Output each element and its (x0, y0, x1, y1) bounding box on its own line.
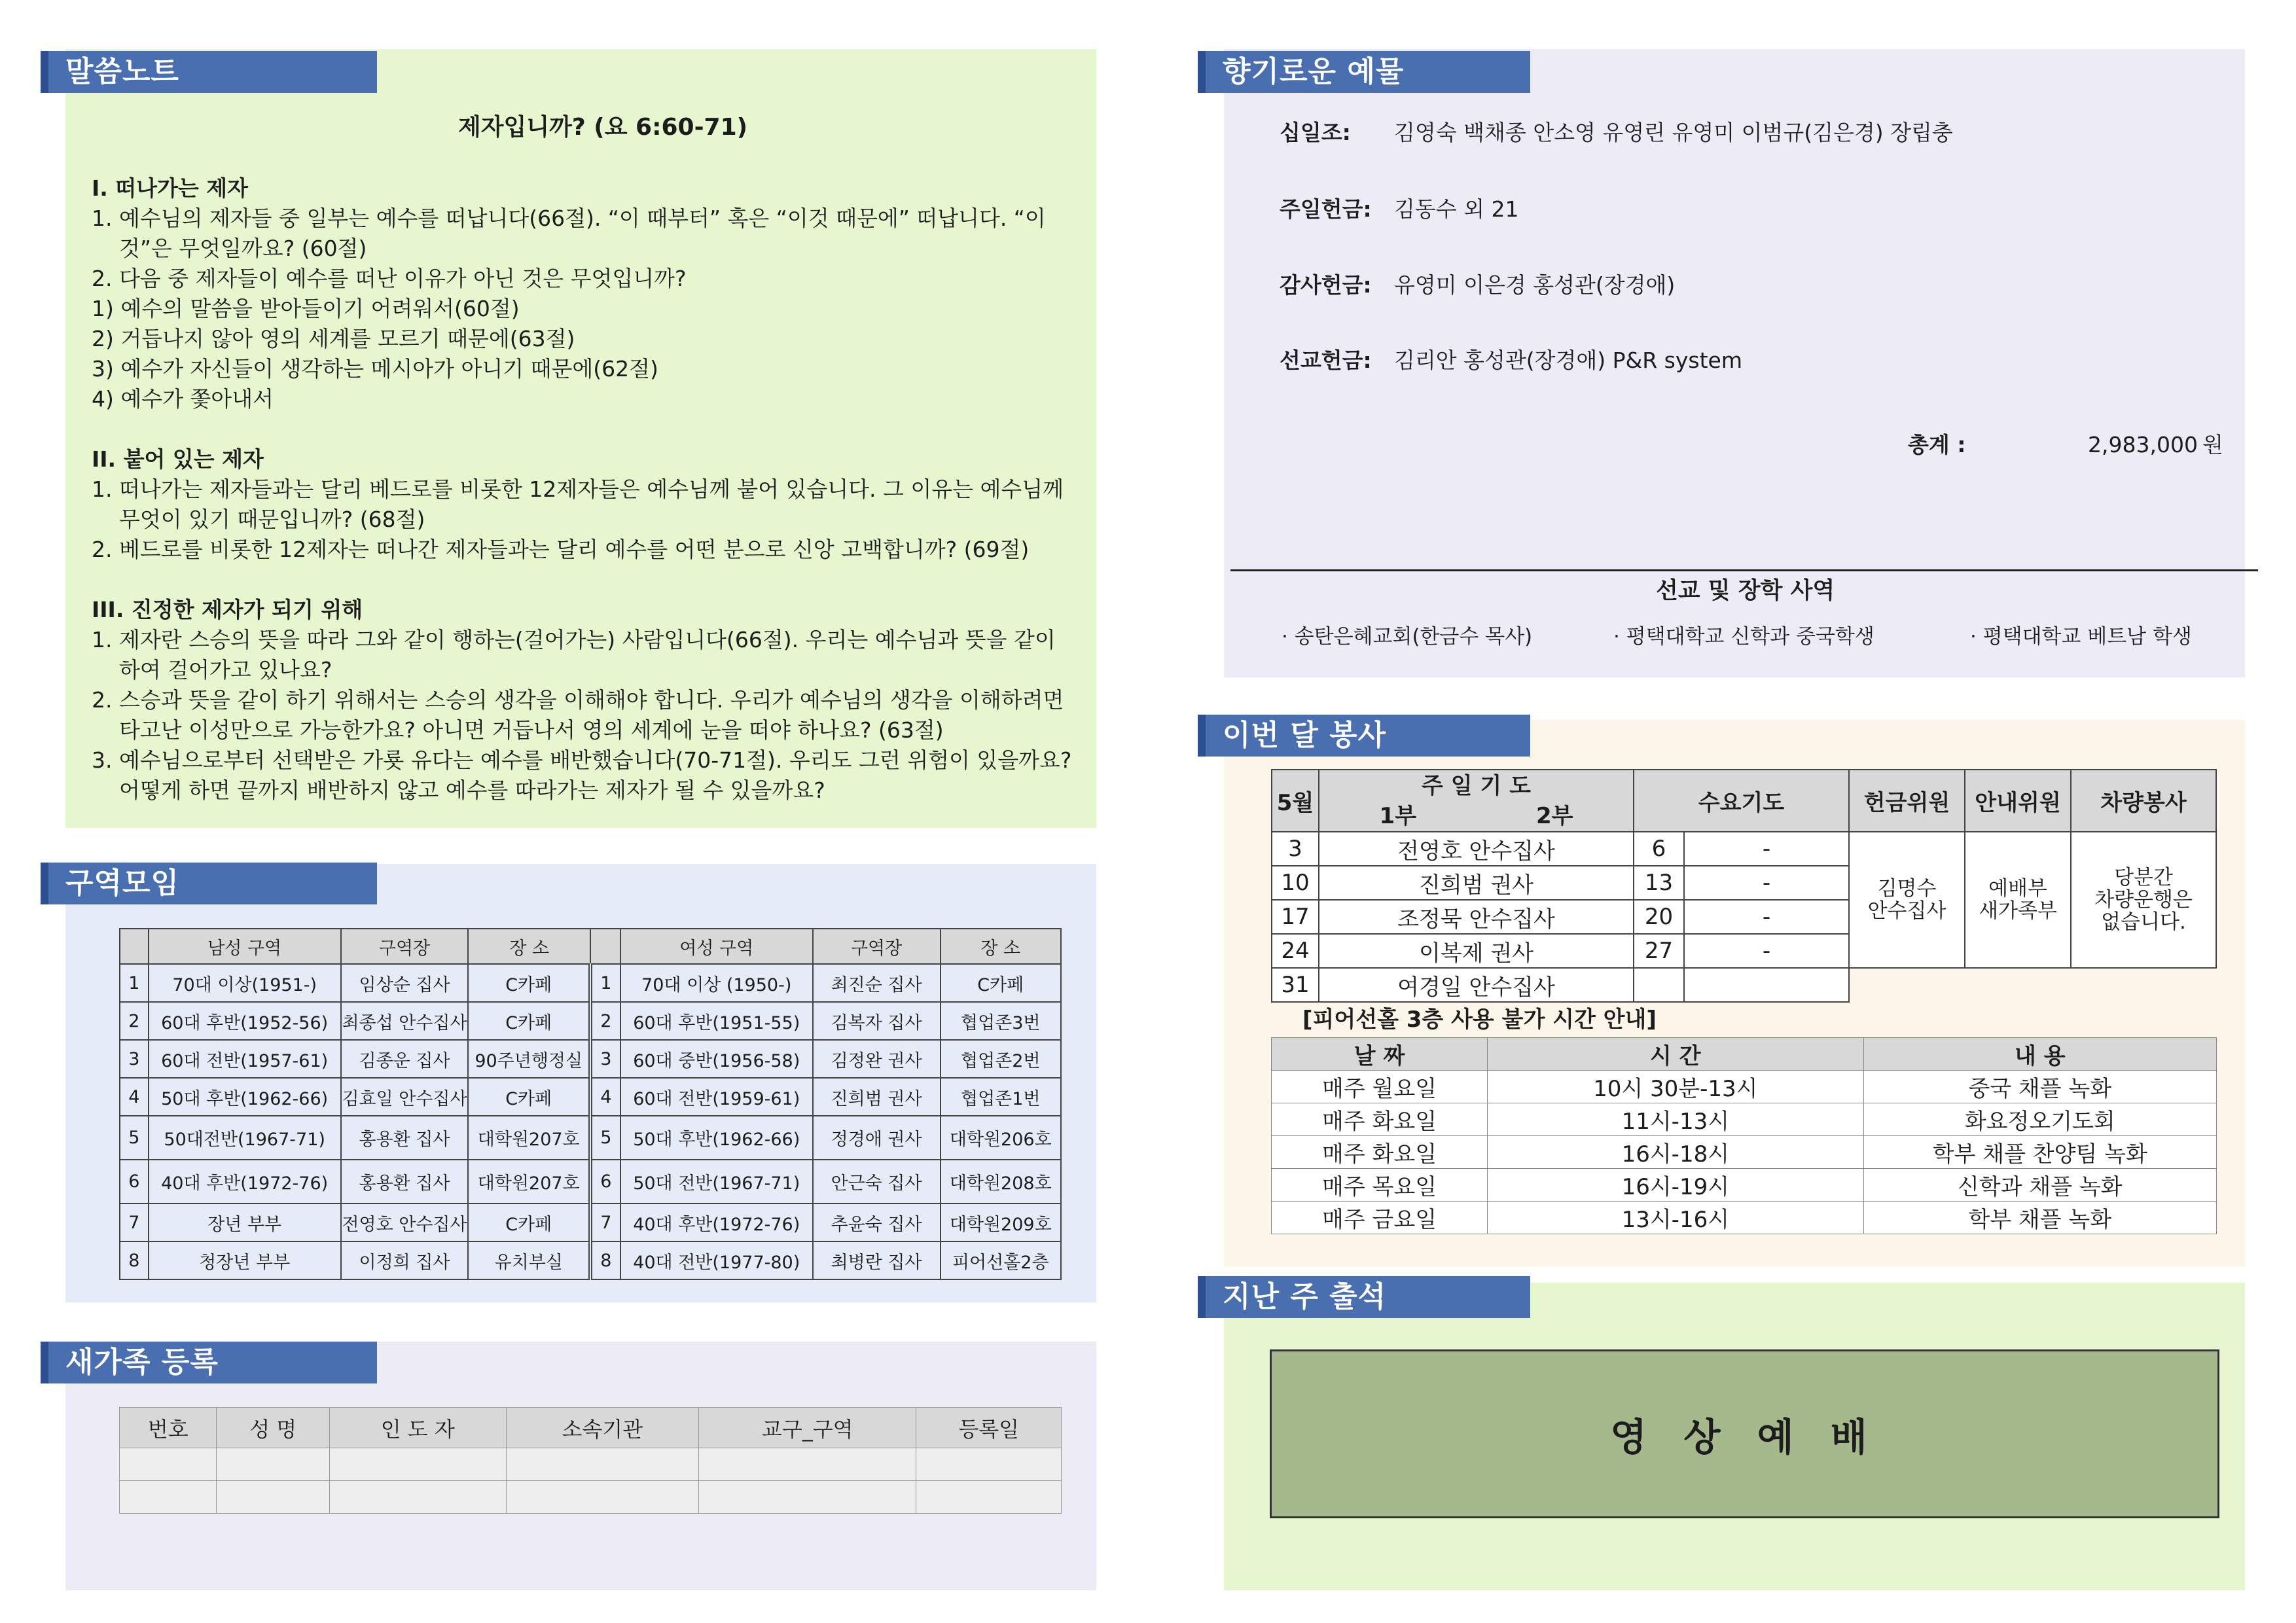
table-cell: 60대 후반(1951-55) (620, 1002, 813, 1040)
table-cell: 6 (590, 1160, 620, 1204)
service-month: 5월 (1272, 770, 1319, 832)
sermon-line: 2. 스승과 뜻을 같이 하기 위해서는 스승의 생각을 이해해야 합니다. 우리가 예수님의 생각을 이해하려면 (92, 687, 1064, 713)
attendance-header: 지난 주 출석 (1198, 1276, 1530, 1318)
table-row (120, 964, 1061, 1002)
offering-label: 주일헌금: (1280, 196, 1372, 222)
wed-date (1634, 968, 1684, 1002)
table-cell: 홍용환 집사 (341, 1160, 469, 1204)
table-cell (329, 1481, 506, 1514)
sunday-prayer-head (1319, 770, 1634, 832)
table-cell: 정경애 권사 (813, 1116, 941, 1160)
sermon-line: 2. 베드로를 비롯한 12제자는 떠나간 제자들과는 달리 예수를 어떤 분으로 신앙 고백합니까? (69절) (92, 537, 1030, 562)
sunday-date: 10 (1272, 866, 1319, 900)
offering-label: 십일조: (1280, 120, 1351, 145)
sermon-line: 4) 예수가 쫓아내서 (92, 386, 274, 412)
wed-prayer-head: 수요기도 (1634, 770, 1849, 832)
table-cell: 이정희 집사 (341, 1241, 469, 1279)
table-cell: 추윤숙 집사 (813, 1204, 941, 1241)
sermon-line: I. 떠나가는 제자 (92, 175, 249, 201)
table-cell (916, 1448, 1062, 1481)
district-col-head: 남성 구역 (149, 929, 341, 964)
newfamily-header: 새가족 등록 (41, 1342, 377, 1383)
video-worship-box (1270, 1349, 2219, 1518)
table-cell (329, 1448, 506, 1481)
table-row (1272, 1071, 2217, 1103)
newfamily-col-head: 등록일 (916, 1408, 1062, 1448)
district-col-head: 여성 구역 (620, 929, 813, 964)
table-cell: 최진순 집사 (813, 964, 941, 1002)
sermon-line: 3) 예수가 자신들이 생각하는 메시아가 아니기 때문에(62절) (92, 356, 658, 382)
part2-label: 2부 (1535, 802, 1573, 829)
table-cell: 협업존1번 (941, 1078, 1061, 1116)
district-num-head (590, 929, 620, 964)
mission-item-2: · 평택대학교 신학과 중국학생 (1613, 625, 1874, 649)
table-cell: 김종운 집사 (341, 1040, 469, 1078)
service-table (1271, 769, 2217, 1003)
newfamily-empty-row (120, 1481, 1062, 1514)
table-cell: 최종섭 안수집사 (341, 1002, 469, 1040)
sunday-prayer-label: 주 일 기 도 (1422, 772, 1531, 799)
table-cell: 70대 이상(1951-) (149, 964, 341, 1002)
table-cell: 6 (120, 1160, 149, 1204)
table-row (120, 1078, 1061, 1116)
table-cell: 대학원208호 (941, 1160, 1061, 1204)
table-cell: 김복자 집사 (813, 1002, 941, 1040)
newfamily-col-head: 소속기관 (506, 1408, 699, 1448)
sermon-line (92, 565, 1073, 595)
sermon-line: 2) 거듭나지 않아 영의 세계를 모르기 때문에(63절) (92, 326, 575, 351)
table-cell: 대학원207호 (468, 1116, 590, 1160)
sermon-line: 3. 예수님으로부터 선택받은 가룟 유다는 예수를 배반했습니다(70-71절). 우리도 그런 위험이 있을까요? (92, 747, 1072, 773)
table-cell: 학부 채플 찬양팀 녹화 (1863, 1136, 2216, 1169)
part1-label: 1부 (1379, 802, 1416, 829)
table-row (1272, 1202, 2217, 1234)
table-cell: 60대 후반(1952-56) (149, 1002, 341, 1040)
table-cell: 전영호 안수집사 (341, 1204, 469, 1241)
guide-person: 예배부 새가족부 (1965, 832, 2071, 968)
table-cell: C카페 (468, 964, 590, 1002)
newfamily-table (119, 1407, 1062, 1514)
table-cell: 4 (120, 1078, 149, 1116)
empty-cell (1849, 968, 2216, 1002)
table-cell: 40대 전반(1977-80) (620, 1241, 813, 1279)
table-row (120, 1241, 1061, 1279)
table-row (120, 1160, 1061, 1204)
table-cell: 진희범 권사 (813, 1078, 941, 1116)
table-cell: 50대 후반(1962-66) (149, 1078, 341, 1116)
table-cell: 50대 전반(1967-71) (620, 1160, 813, 1204)
offering-label: 감사헌금: (1280, 272, 1372, 298)
table-cell: 3 (590, 1040, 620, 1078)
sunday-date: 3 (1272, 832, 1319, 866)
table-row (1272, 1169, 2217, 1202)
table-cell: 장년 부부 (149, 1204, 341, 1241)
table-cell: 김정완 권사 (813, 1040, 941, 1078)
sunday-prayer-person: 진희범 권사 (1319, 866, 1634, 900)
sermon-line: 1. 예수님의 제자들 중 일부는 예수를 떠납니다(66절). “이 때부터” 혹은 “이것 때문에” 떠납니다. “이 (92, 205, 1046, 231)
offering-total-value: 2,983,000 (2088, 432, 2198, 457)
table-cell: 매주 금요일 (1272, 1202, 1488, 1234)
district-num-head (120, 929, 149, 964)
table-cell: 2 (120, 1002, 149, 1040)
hall-col-head: 날 짜 (1272, 1038, 1488, 1071)
table-cell (120, 1448, 217, 1481)
hall-table (1271, 1037, 2217, 1234)
table-cell: 50대전반(1967-71) (149, 1116, 341, 1160)
offering-person: 김명수 안수집사 (1849, 832, 1965, 968)
wed-date: 20 (1634, 900, 1684, 934)
district-header-row (120, 929, 1061, 964)
parking-note: 당분간 차량운행은 없습니다. (2071, 832, 2216, 968)
table-row (1272, 832, 2216, 866)
table-cell: C카페 (468, 1078, 590, 1116)
table-cell: 4 (590, 1078, 620, 1116)
table-cell: 11시-13시 (1488, 1103, 1863, 1136)
table-row (120, 1116, 1061, 1160)
sermon-line (92, 414, 1073, 444)
sermon-line: 1) 예수의 말씀을 받아들이기 어려워서(60절) (92, 296, 520, 321)
guide-committee-head: 안내위원 (1965, 770, 2071, 832)
district-col-head: 장 소 (468, 929, 590, 964)
table-cell: 90주년행정실 (468, 1040, 590, 1078)
table-cell: 1 (590, 964, 620, 1002)
table-cell: 매주 화요일 (1272, 1136, 1488, 1169)
hall-col-head: 내 용 (1863, 1038, 2216, 1071)
table-cell: 13시-16시 (1488, 1202, 1863, 1234)
hall-title: [피어선홀 3층 사용 불가 시간 안내] (1302, 1007, 1657, 1033)
table-cell: 매주 목요일 (1272, 1169, 1488, 1202)
table-cell: 대학원206호 (941, 1116, 1061, 1160)
table-cell: C카페 (468, 1204, 590, 1241)
table-cell: C카페 (468, 1002, 590, 1040)
district-table (119, 928, 1062, 1280)
table-cell: 협업존3번 (941, 1002, 1061, 1040)
table-cell: 임상순 집사 (341, 964, 469, 1002)
sunday-date: 17 (1272, 900, 1319, 934)
newfamily-col-head: 번호 (120, 1408, 217, 1448)
wed-prayer-person (1684, 968, 1849, 1002)
table-cell: 매주 화요일 (1272, 1103, 1488, 1136)
table-cell: 2 (590, 1002, 620, 1040)
table-cell: 10시 30분-13시 (1488, 1071, 1863, 1103)
offering-names: 유영미 이은경 홍성관(장경애) (1394, 272, 1676, 298)
table-cell: 1 (120, 964, 149, 1002)
table-cell (506, 1448, 699, 1481)
sermon-line: 것”은 무엇일까요? (60절) (92, 236, 367, 261)
table-cell: 홍용환 집사 (341, 1116, 469, 1160)
offering-total-unit: 원 (2202, 432, 2223, 457)
table-row (1272, 968, 2216, 1002)
table-cell: 60대 전반(1957-61) (149, 1040, 341, 1078)
offering-committee-head: 헌금위원 (1849, 770, 1965, 832)
district-col-head: 구역장 (341, 929, 469, 964)
sunday-date: 31 (1272, 968, 1319, 1002)
offering-header: 향기로운 예물 (1198, 51, 1530, 93)
sermon-header: 말씀노트 (41, 51, 377, 93)
newfamily-col-head: 인 도 자 (329, 1408, 506, 1448)
wed-prayer-person: - (1684, 832, 1849, 866)
sermon-body (92, 173, 1073, 806)
sermon-line: 무엇이 있기 때문입니까? (68절) (92, 507, 425, 532)
table-row (1272, 1103, 2217, 1136)
table-cell: 학부 채플 녹화 (1863, 1202, 2216, 1234)
offering-label: 선교헌금: (1280, 348, 1372, 373)
hall-header-row (1272, 1038, 2217, 1071)
table-cell: 대학원207호 (468, 1160, 590, 1204)
table-cell: C카페 (941, 964, 1061, 1002)
table-cell (217, 1448, 329, 1481)
table-cell: 대학원209호 (941, 1204, 1061, 1241)
newfamily-col-head: 성 명 (217, 1408, 329, 1448)
table-cell: 피어선홀2층 (941, 1241, 1061, 1279)
sermon-line: 1. 떠나가는 제자들과는 달리 베드로를 비롯한 12제자들은 예수님께 붙어 있습니다. 그 이유는 예수님께 (92, 476, 1064, 502)
table-cell (506, 1481, 699, 1514)
table-cell: 유치부실 (468, 1241, 590, 1279)
sunday-prayer-person: 이복제 권사 (1319, 934, 1634, 968)
wed-prayer-person: - (1684, 900, 1849, 934)
table-cell: 중국 채플 녹화 (1863, 1071, 2216, 1103)
wed-date: 27 (1634, 934, 1684, 968)
table-cell (699, 1448, 916, 1481)
newfamily-col-head: 교구_구역 (699, 1408, 916, 1448)
wed-prayer-person: - (1684, 866, 1849, 900)
table-cell: 50대 후반(1962-66) (620, 1116, 813, 1160)
table-cell: 매주 월요일 (1272, 1071, 1488, 1103)
table-cell: 화요정오기도회 (1863, 1103, 2216, 1136)
table-cell: 8 (120, 1241, 149, 1279)
table-row (120, 1002, 1061, 1040)
wed-date: 13 (1634, 866, 1684, 900)
sermon-line: 1. 제자란 스승의 뜻을 따라 그와 같이 행하는(걸어가는) 사람입니다(66절). 우리는 예수님과 뜻을 같이 (92, 627, 1056, 652)
table-cell: 60대 전반(1959-61) (620, 1078, 813, 1116)
table-cell: 3 (120, 1040, 149, 1078)
table-cell (217, 1481, 329, 1514)
table-cell: 40대 후반(1972-76) (149, 1160, 341, 1204)
parking-head: 차량봉사 (2071, 770, 2216, 832)
district-col-head: 장 소 (941, 929, 1061, 964)
table-cell: 16시-19시 (1488, 1169, 1863, 1202)
sermon-line: II. 붙어 있는 제자 (92, 446, 264, 472)
table-cell (699, 1481, 916, 1514)
mission-title: 선교 및 장학 사역 (1656, 578, 1835, 604)
sermon-line: 하여 걸어가고 있나요? (92, 657, 332, 683)
sermon-line: III. 진정한 제자가 되기 위해 (92, 597, 363, 622)
table-row (120, 1040, 1061, 1078)
table-cell: 16시-18시 (1488, 1136, 1863, 1169)
newfamily-header-row (120, 1408, 1062, 1448)
video-worship-label: 영 상 예 배 (1610, 1415, 1879, 1459)
offering-names: 김리안 홍성관(장경애) P&R system (1394, 348, 1742, 373)
table-cell (916, 1481, 1062, 1514)
offering-divider (1230, 569, 2258, 571)
table-cell: 40대 후반(1972-76) (620, 1204, 813, 1241)
wed-date: 6 (1634, 832, 1684, 866)
table-cell: 최병란 집사 (813, 1241, 941, 1279)
table-cell: 7 (590, 1204, 620, 1241)
district-header: 구역모임 (41, 863, 377, 904)
table-cell: 60대 중반(1956-58) (620, 1040, 813, 1078)
sermon-line: 2. 다음 중 제자들이 예수를 떠난 이유가 아닌 것은 무엇입니까? (92, 266, 687, 291)
offering-total-label: 총계 : (1908, 432, 1966, 457)
service-header: 이번 달 봉사 (1198, 715, 1530, 757)
table-cell: 5 (590, 1116, 620, 1160)
table-cell: 8 (590, 1241, 620, 1279)
table-cell: 5 (120, 1116, 149, 1160)
hall-col-head: 시 간 (1488, 1038, 1863, 1071)
table-cell: 김효일 안수집사 (341, 1078, 469, 1116)
sermon-line: 어떻게 하면 끝까지 배반하지 않고 예수를 따라가는 제자가 될 수 있을까요? (92, 777, 825, 803)
mission-item-3: · 평택대학교 베트남 학생 (1970, 625, 2192, 649)
table-cell (120, 1481, 217, 1514)
table-cell: 신학과 채플 녹화 (1863, 1169, 2216, 1202)
table-row (1272, 1136, 2217, 1169)
table-cell: 70대 이상 (1950-) (620, 964, 813, 1002)
mission-item-1: · 송탄은혜교회(한금수 목사) (1282, 625, 1533, 649)
offering-names: 김영숙 백채종 안소영 유영린 유영미 이범규(김은경) 장립충 (1394, 120, 1953, 145)
offering-names: 김동수 외 21 (1394, 196, 1519, 222)
table-cell: 협업존2번 (941, 1040, 1061, 1078)
table-cell: 청장년 부부 (149, 1241, 341, 1279)
newfamily-empty-row (120, 1448, 1062, 1481)
sunday-prayer-person: 조정묵 안수집사 (1319, 900, 1634, 934)
sermon-title: 제자입니까? (요 6:60-71) (458, 114, 748, 141)
sunday-prayer-person: 전영호 안수집사 (1319, 832, 1634, 866)
sermon-line: 타고난 이성만으로 가능한가요? 아니면 거듭나서 영의 세계에 눈을 떠야 하나요? (63절) (92, 717, 944, 743)
table-cell: 7 (120, 1204, 149, 1241)
table-row (120, 1204, 1061, 1241)
sunday-date: 24 (1272, 934, 1319, 968)
sunday-prayer-person: 여경일 안수집사 (1319, 968, 1634, 1002)
wed-prayer-person: - (1684, 934, 1849, 968)
table-cell: 안근숙 집사 (813, 1160, 941, 1204)
district-col-head: 구역장 (813, 929, 941, 964)
